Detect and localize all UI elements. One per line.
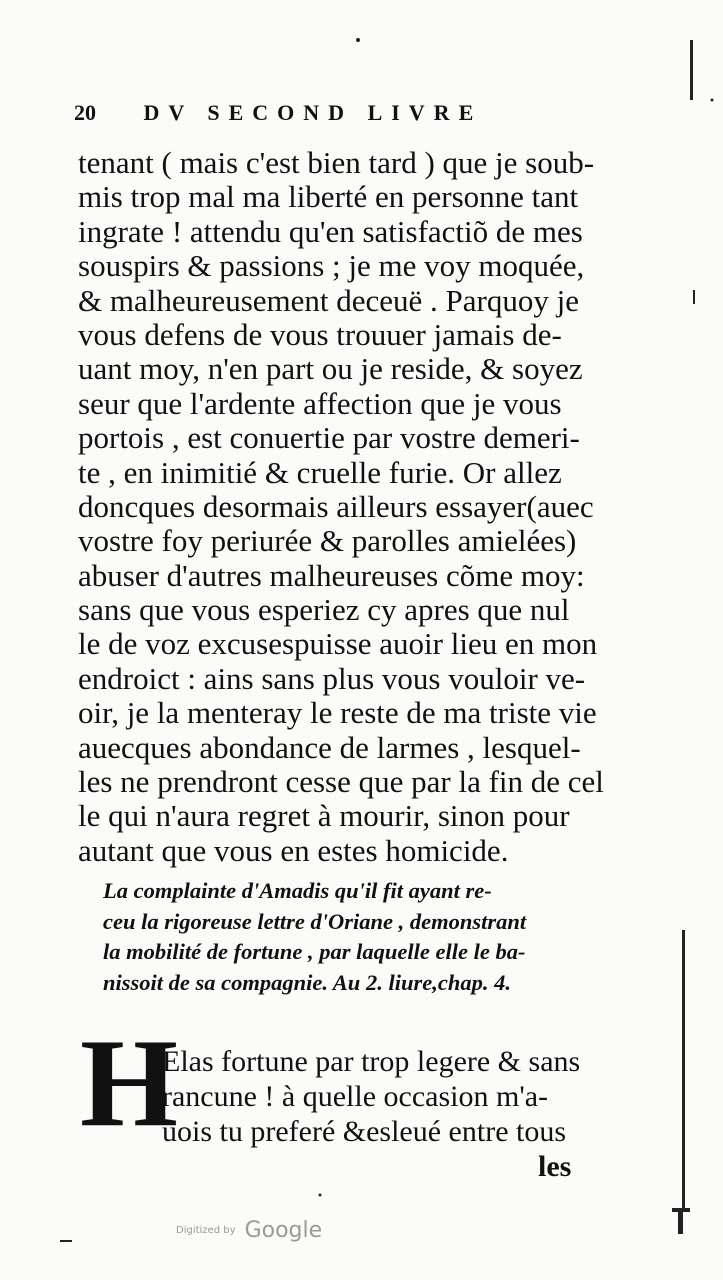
text-line: doncques desormais ailleurs essayer(auec: [78, 488, 594, 524]
margin-mark: [672, 1208, 690, 1212]
text-line: Elas fortune par trop legere & sans: [162, 1045, 581, 1078]
speck: [319, 1194, 322, 1197]
text-line: te , en inimitié & cruelle furie. Or allez: [78, 454, 562, 490]
text-line: vostre foy periurée & parolles amielées): [78, 523, 577, 559]
text-line: le de voz excusespuisse auoir lieu en mon: [78, 626, 598, 662]
speck: [356, 38, 360, 42]
margin-mark: [60, 1240, 72, 1242]
text-line: endroict : ains sans plus vous vouloir ve-: [78, 660, 586, 696]
text-line: mis trop mal ma liberté en personne tant: [78, 179, 579, 215]
text-line: abuser d'autres malheureuses cõme moy:: [78, 557, 585, 593]
text-line: le qui n'aura regret à mourir, sinon pour: [78, 798, 570, 834]
text-line: uois tu preferé &esleué entre tous: [162, 1115, 567, 1148]
margin-mark: [682, 930, 685, 1210]
speck: [711, 99, 714, 102]
text-line: & malheureusement deceuë . Parquoy je: [78, 282, 579, 318]
heading-line: nissoit de sa compagnie. Au 2. liure,chap. 4.: [103, 969, 511, 995]
heading-line: ceu la rigoreuse lettre d'Oriane , demonstrant: [103, 908, 527, 934]
text-line: portois , est conuertie par vostre demeri-: [78, 420, 580, 456]
text-line: autant que vous en estes homicide.: [78, 832, 509, 868]
margin-mark: [690, 40, 693, 100]
text-line: souspirs & passions ; je me voy moquée,: [78, 248, 585, 284]
text-line: tenant ( mais c'est bien tard ) que je soub-: [78, 145, 595, 180]
text-line: sans que vous esperiez cy apres que nul: [78, 592, 570, 628]
text-line: rancune ! à quelle occasion m'a-: [162, 1080, 549, 1113]
text-line: uant moy, n'en part ou je reside, & soyez: [78, 351, 583, 387]
catchword: les: [538, 1150, 572, 1183]
margin-mark: [678, 1212, 683, 1234]
heading-line: la mobilité de fortune , par laquelle elle le ba-: [103, 939, 526, 964]
text-line: auecques abondance de larmes , lesquel-: [78, 729, 581, 765]
page-number: 20: [74, 100, 96, 125]
watermark-prefix: Digitized by: [176, 1225, 236, 1236]
text-line: ingrate ! attendu qu'en satisfactiõ de mes: [78, 213, 583, 249]
margin-mark: [693, 290, 695, 304]
text-line: les ne prendront cesse que par la fin de cel: [78, 764, 604, 800]
watermark-brand: Google: [244, 1218, 323, 1243]
text-line: vous defens de vous trouuer jamais de-: [78, 316, 562, 352]
text-line: seur que l'ardente affection que je vous: [78, 385, 562, 421]
text-line: oir, je la menteray le reste de ma triste vie: [78, 695, 597, 731]
heading-line: La complainte d'Amadis qu'il fit ayant re-: [103, 878, 492, 903]
running-title: DV SECOND LIVRE: [143, 100, 483, 125]
drop-cap-initial: H: [80, 1014, 179, 1153]
